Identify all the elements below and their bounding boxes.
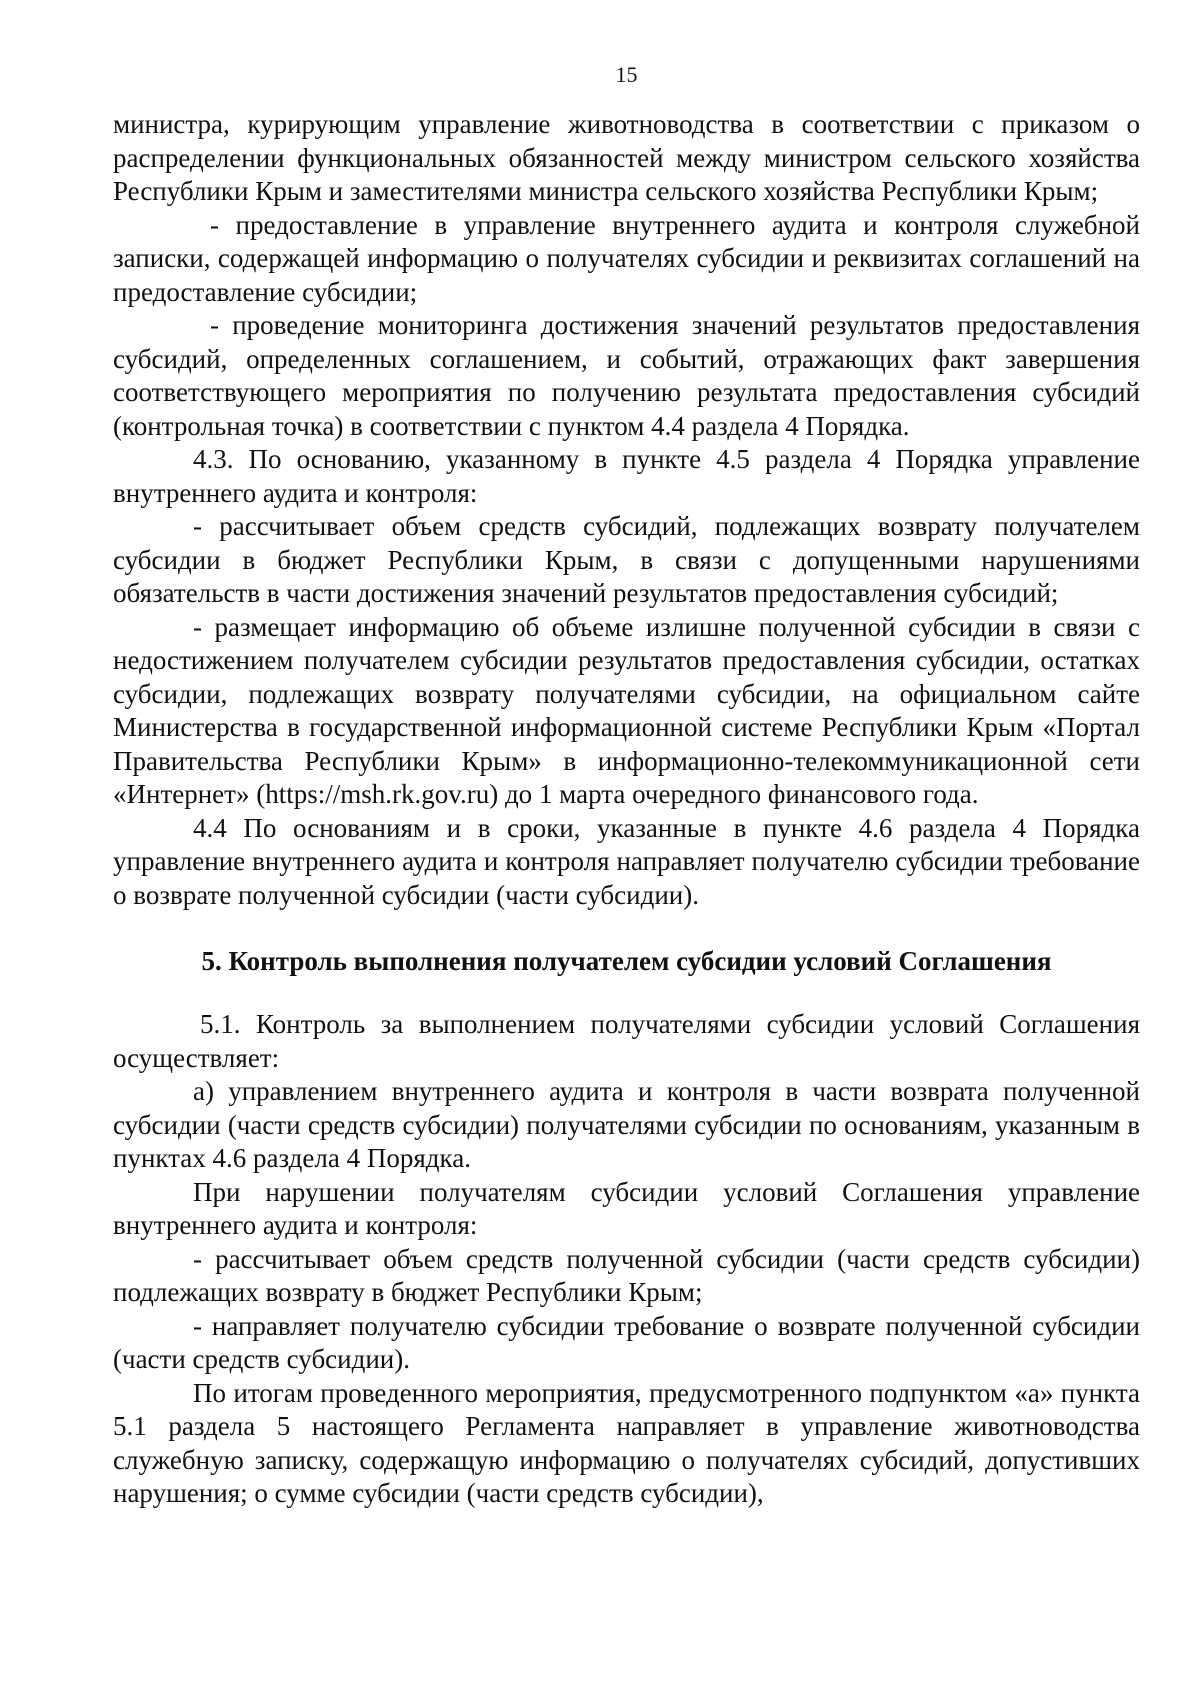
paragraph: 5.1. Контроль за выполнением получателями субсидии условий Соглашения осуществляет:: [113, 1009, 1140, 1073]
paragraph: - рассчитывает объем средств полученной субсидии (части средств субсидии) подлежащих возврату в бюджет Республики Крым;: [113, 1243, 1140, 1307]
paragraph: При нарушении получателям субсидии условий Соглашения управление внутреннего аудита и контроля:: [113, 1176, 1140, 1240]
paragraph: - размещает информацию об объеме излишне полученной субсидии в связи с недостижением получателем субсидии результатов предоставления субсидии, остатках субсидии, подлежащих возврату получателями субсидии, на официальном сайте Министерства в государственной информационной системе Республики Крым «Портал Правительства Республики Крым» в информационно-телекоммуникационной сети «Интернет» (https://msh.rk.gov.ru) до 1 марта очередного финансового года.: [113, 611, 1140, 809]
paragraph: По итогам проведенного мероприятия, предусмотренного подпунктом «а» пункта 5.1 раздела 5 настоящего Регламента направляет в управление животноводства служебную записку, содержащую информацию о получателях субсидий, допустивших нарушения; о сумме субсидии (части средств субсидии),: [113, 1377, 1140, 1508]
paragraph: - рассчитывает объем средств субсидий, подлежащих возврату получателем субсидии в бюджет Республики Крым, в связи с допущенными нарушениями обязательств в части достижения значений результатов предоставления субсидий;: [113, 511, 1140, 608]
paragraph: 4.4 По основаниям и в сроки, указанные в пункте 4.6 раздела 4 Порядка управление внутреннего аудита и контроля направляет получателю субсидии требование о возврате полученной субсидии (части субсидии).: [113, 812, 1140, 910]
text-block-section-4: [113, 108, 1140, 912]
paragraph: - предоставление в управление внутреннего аудита и контроля служебной записки, содержащей информацию о получателях субсидии и реквизитах соглашений на предоставление субсидии;: [113, 209, 1140, 307]
paragraph: 4.3. По основанию, указанному в пункте 4.5 раздела 4 Порядка управление внутреннего аудита и контроля:: [113, 444, 1140, 508]
paragraph: - проведение мониторинга достижения значений результатов предоставления субсидий, определенных соглашением, и событий, отражающих факт завершения соответствующего мероприятия по получению результата предоставления субсидий (контрольная точка) в соответствии с пунктом 4.4 раздела 4 Порядка.: [113, 310, 1140, 441]
paragraph: а) управлением внутреннего аудита и контроля в части возврата полученной субсидии (части средств субсидии) получателями субсидии по основаниям, указанным в пунктах 4.6 раздела 4 Порядка.: [113, 1076, 1140, 1173]
section-heading: 5. Контроль выполнения получателем субсидии условий Соглашения: [201, 946, 1052, 976]
text-block-section-5: [113, 1008, 1140, 1511]
paragraph: министра, курирующим управление животноводства в соответствии с приказом о распределении функциональных обязанностей между министром сельского хозяйства Республики Крым и заместителями министра сельского хозяйства Республики Крым;: [113, 109, 1140, 206]
page-number: 15: [615, 62, 638, 87]
paragraph: - направляет получателю субсидии требование о возврате полученной субсидии (части средств субсидии).: [113, 1310, 1140, 1374]
